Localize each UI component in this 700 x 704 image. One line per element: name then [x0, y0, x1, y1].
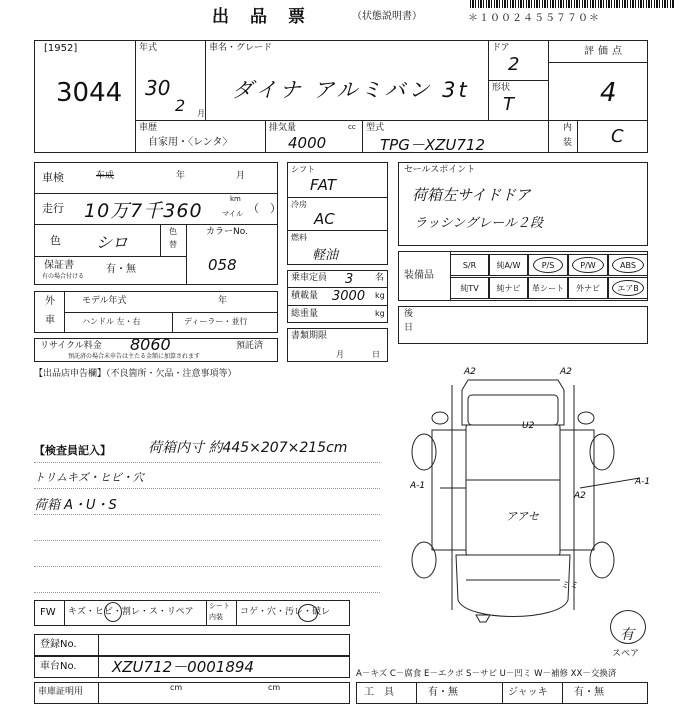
- spare-circle: [610, 610, 646, 644]
- sales-point-label: セールスポイント: [404, 165, 476, 175]
- sales-point-line-1: 荷箱左サイドドア: [412, 186, 531, 204]
- mark-a1-left: A-1: [410, 481, 426, 491]
- diagram-cab-top: [462, 380, 564, 425]
- year-month: 2: [175, 96, 186, 115]
- displacement-unit: cc: [348, 123, 356, 131]
- tools-options: 有・無: [428, 687, 458, 698]
- mark-a2-left: A2: [464, 367, 476, 377]
- history-label: 車歴: [139, 123, 158, 133]
- model-year-unit: 年: [218, 296, 228, 306]
- color-no-value: 058: [208, 256, 237, 274]
- registration-label: 登録No.: [40, 639, 77, 650]
- lot-number: 3044: [56, 78, 123, 108]
- model-type-value: TPG－XZU712: [380, 136, 485, 154]
- inspector-line-3: 荷箱 A・U・S: [34, 498, 117, 513]
- spare-label: スペア: [612, 649, 640, 659]
- equip-pw: P/W: [568, 254, 608, 276]
- diagram-body: [466, 425, 560, 555]
- mileage-paren: （ ）: [248, 202, 281, 215]
- equip-ps: P/S: [528, 254, 568, 276]
- seat-text: コゲ・穴・汚レ・破レ: [240, 607, 331, 617]
- equip-aw: 純A/W: [489, 254, 528, 276]
- year-label: 年式: [139, 43, 158, 53]
- equip-leather: 革シート: [528, 277, 568, 299]
- history-options: 自家用・〈レンタ〉: [148, 137, 233, 148]
- foreign-label-2: 車: [45, 315, 55, 326]
- load-value: 3000: [332, 289, 366, 304]
- color-value: シロ: [96, 233, 129, 252]
- handle-options: ハンドル 左・右: [82, 317, 141, 326]
- mileage-label: 走行: [42, 202, 64, 215]
- circle-pw: [572, 257, 604, 273]
- inspector-line-2: トリムキズ・ヒビ・穴: [34, 471, 144, 484]
- rating-value: 4: [600, 78, 617, 108]
- jack-options: 有・無: [574, 687, 604, 698]
- barcode-number: ＊１００２４５５７７０＊: [468, 13, 600, 24]
- inspection-label: 車検: [42, 171, 64, 184]
- fw-circle: [104, 602, 122, 622]
- sales-point-line-2: ラッシングレール２段: [414, 216, 543, 231]
- jack-label: ジャッキ: [508, 687, 548, 698]
- wheel-rear-right: [590, 542, 614, 578]
- circle-airbag: [612, 280, 644, 296]
- inspection-year-unit: 年: [176, 171, 186, 181]
- model-type-label: 型式: [366, 123, 385, 133]
- seat-circle: [298, 604, 318, 622]
- warranty-options: 有・無: [106, 264, 136, 275]
- inspection-month-unit: 月: [236, 171, 246, 181]
- car-name-label: 車名・グレード: [209, 43, 273, 53]
- shift-label: シフト: [291, 165, 315, 174]
- chassis-value: XZU712－0001894: [112, 658, 254, 676]
- recycle-note: 預託済の場合未申告は主たる金額に加算されます: [68, 353, 201, 360]
- mileage-unit-mile: マイル: [222, 210, 243, 218]
- load-unit: kg: [375, 291, 385, 300]
- deadline-day-unit: 日: [372, 350, 380, 359]
- damage-legend: A－キズ C－腐食 E－エクボ S－サビ U－凹ミ W－補修 XX－交換済: [356, 669, 617, 679]
- doors-value: 2: [508, 54, 520, 75]
- interior-label-1: 内: [563, 123, 573, 133]
- form-subtitle: （状態説明書）: [352, 11, 422, 22]
- car-name-value: ダイナ アルミバン 3t: [232, 78, 470, 102]
- year-month-unit: 月: [197, 109, 205, 118]
- doors-label: ドア: [492, 43, 510, 53]
- equip-airbag: エアB: [608, 277, 648, 299]
- circle-ps: [533, 257, 563, 273]
- model-year-label: モデル年式: [82, 296, 127, 306]
- gross-weight-label: 総重量: [291, 309, 319, 319]
- mirror-left: [432, 412, 448, 424]
- inspector-line-1: 荷箱内寸 約445×207×215cm: [148, 440, 348, 456]
- seller-notes-label: 【出品店申告欄】（不良箇所・欠品・注意事項等）: [34, 369, 237, 379]
- equip-abs: ABS: [608, 254, 648, 276]
- fw-label: FW: [40, 607, 56, 618]
- mileage-unit-km: km: [230, 195, 241, 203]
- inspector-label: 【検査員記入】: [34, 444, 111, 457]
- rating-label: 評価点: [584, 46, 626, 57]
- recycle-value: 8060: [130, 335, 171, 354]
- ac-label: 冷房: [291, 200, 307, 209]
- equipment-label: 装備品: [404, 270, 434, 281]
- rear-label-2: 日: [404, 323, 414, 333]
- displacement-value: 4000: [288, 134, 327, 152]
- color-label: 色: [50, 234, 61, 247]
- circle-abs: [612, 257, 644, 273]
- interior-value: C: [611, 126, 624, 147]
- recycle-status: 預託済: [236, 341, 264, 351]
- mark-u2: U2: [522, 421, 535, 431]
- seat-label-2: 内装: [209, 613, 223, 621]
- mark-mimi: ミミ: [560, 581, 579, 591]
- registration-row: [34, 634, 350, 656]
- shape-value: T: [503, 94, 514, 115]
- dealer-options: ディーラー・並行: [184, 317, 248, 326]
- mark-cargo: アアセ: [506, 510, 539, 523]
- rear-label-1: 後: [404, 309, 414, 319]
- deadline-month-unit: 月: [336, 350, 344, 359]
- barcode: [470, 0, 674, 8]
- inspection-struck: 车成: [96, 171, 115, 181]
- year-value: 30: [145, 76, 171, 100]
- diagram-side-left: [432, 430, 466, 550]
- spare-value: 有: [620, 627, 634, 643]
- diagram-front: [456, 555, 570, 617]
- fw-text: キズ・ヒビ・割レ・ス・リペア: [68, 607, 194, 617]
- gross-weight-unit: kg: [375, 309, 385, 318]
- rear-section: [398, 306, 648, 344]
- fuel-label: 燃料: [291, 233, 307, 242]
- load-label: 積載量: [291, 291, 319, 301]
- form-title: 出 品 票: [212, 7, 307, 27]
- foreign-label-1: 外: [45, 296, 55, 307]
- garage-cm-2: cm: [268, 683, 281, 692]
- garage-cert-label: 車庫証明用: [38, 687, 84, 697]
- deadline-label: 書類期限: [291, 331, 328, 341]
- color-sub-label-1: 色: [169, 227, 177, 236]
- tools-label: 工 具: [364, 687, 394, 698]
- diagram-cab-roof: [468, 395, 558, 425]
- ac-value: AC: [314, 210, 335, 228]
- color-sub-label-2: 替: [169, 240, 177, 249]
- mark-a2-right: A2: [560, 367, 572, 377]
- diagram-side-right: [560, 430, 594, 550]
- equip-navi: 純ナビ: [489, 277, 528, 299]
- chassis-label: 車台No.: [40, 661, 77, 672]
- capacity-unit: 名: [375, 273, 385, 283]
- warranty-label: 保証書: [44, 260, 74, 271]
- equip-ext-navi: 外ナビ: [568, 277, 608, 299]
- mileage-value: 10万7千360: [84, 200, 203, 222]
- shape-label: 形状: [492, 83, 511, 93]
- warranty-sub-label: 有の場合付ける: [42, 273, 85, 280]
- equip-tv: 純TV: [450, 277, 489, 299]
- mirror-right: [578, 412, 594, 424]
- shift-value: FAT: [310, 176, 337, 194]
- color-no-label: カラーNo.: [206, 227, 248, 237]
- displacement-label: 排気量: [269, 123, 297, 133]
- vehicle-damage-diagram: [410, 360, 650, 640]
- capacity-label: 乗車定員: [291, 273, 328, 283]
- equip-sr: S/R: [450, 254, 489, 276]
- garage-cm-1: cm: [170, 683, 183, 692]
- capacity-value: 3: [345, 272, 354, 287]
- fuel-value: 軽油: [312, 248, 339, 263]
- mark-a1-right: A-1: [635, 477, 650, 487]
- interior-label-2: 装: [563, 138, 573, 148]
- wheel-rear-left: [412, 542, 436, 578]
- lot-small-number: [1952]: [44, 43, 78, 54]
- recycle-label: リサイクル料金: [40, 341, 102, 351]
- mark-a2-side: A2: [574, 491, 586, 501]
- seat-label-1: シート: [209, 602, 230, 610]
